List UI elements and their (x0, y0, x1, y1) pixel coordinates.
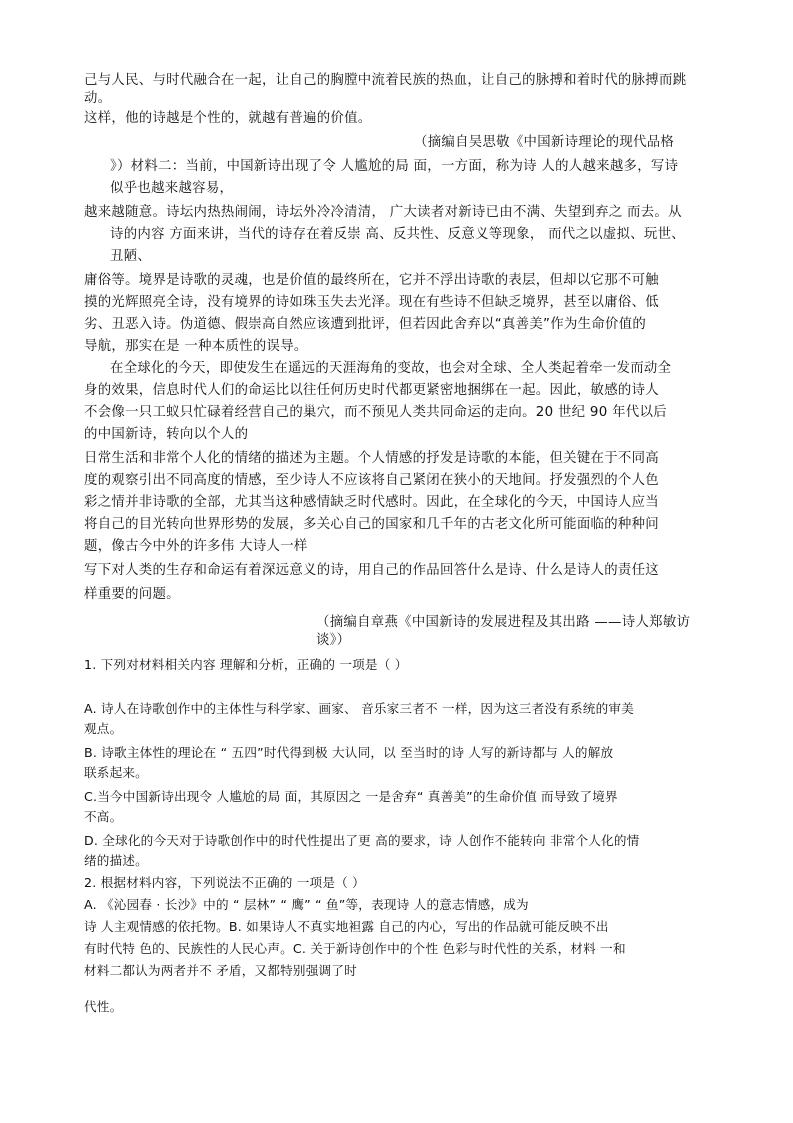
question-1-option-c: 不高。 (84, 809, 123, 824)
passage-line: 己与人民、与时代融合在一起，让自己的胸膛中流着民族的热血，让自己的脉搏和着时代的脉搏而跳 (84, 73, 687, 88)
question-1-stem: 1. 下列对材料相关内容 理解和分析，正确的 一项是（ ） (84, 657, 408, 672)
passage-line: 导航，那实在是 一种本质性的误导。 (84, 339, 308, 354)
passage-line: 诗的内容 方面来讲，当代的诗存在着反崇 高、反共性、反意义等现象， 而代之以虚拟、玩世、 (110, 227, 685, 242)
passage-line: 摸的光辉照亮全诗，没有境界的诗如珠玉失去光泽。现在有些诗不但缺乏境界，甚至以庸俗、低 (84, 295, 660, 310)
passage-line: 似乎也越来越容易， (110, 181, 234, 196)
passage-line: 劣、丑恶入诗。伪道德、假崇高自然应该遭到批评，但若因此舍弃以“真善美”作为生命价值的 (84, 317, 647, 332)
question-1-option-b: B. 诗歌主体性的理论在 “ 五四”时代得到极 大认同，以 至当时的诗 人写的新诗都与 人的解放 (84, 745, 614, 760)
question-2-options: 材料二都认为两者并不 矛盾，又都特别强调了时 (84, 963, 357, 978)
passage-line: 越来越随意。诗坛内热热闹闹，诗坛外冷冷清清， 广大读者对新诗已由不满、失望到弃之 而去。从 (84, 205, 682, 220)
question-1-option-a: A. 诗人在诗歌创作中的主体性与科学家、画家、 音乐家三者不 一样，因为这三者没有系统的审美 (84, 701, 634, 716)
question-2-options: 代性。 (84, 999, 123, 1014)
passage-line: 》）材料二：当前，中国新诗出现了令 人尴尬的局 面，一方面，称为诗 人的人越来越多，写诗 (110, 159, 679, 174)
passage-line: 的中国新诗，转向以个人的 (84, 427, 249, 442)
source-citation: （摘编自章燕《中国新诗的发展进程及其出路 ——诗人郑敏访 (316, 615, 691, 630)
question-1-option-c: C.当今中国新诗出现令 人尴尬的局 面，其原因之 一是舍弃“ 真善美”的生命价值 而导致了境界 (84, 789, 618, 804)
passage-line: 庸俗等。境界是诗歌的灵魂，也是价值的最终所在，它并不浮出诗歌的表层，但却以它那不可触 (84, 273, 660, 288)
source-citation: 谈》） (316, 633, 351, 648)
question-1-option-b: 联系起来。 (84, 765, 148, 780)
question-2-options: 有时代特 色的、民族性的人民心声。C. 关于新诗创作中的个性 色彩与时代性的关系，材料 一和 (84, 941, 626, 956)
passage-line: 度的观察引出不同高度的情感，至少诗人不应该将自己紧闭在狭小的天地间。抒发强烈的个人色 (84, 473, 660, 488)
passage-line: 这样，他的诗越是个性的，就越有普遍的价值。 (84, 111, 372, 126)
passage-line: 在全球化的今天，即使发生在遥远的天涯海角的变故，也会对全球、全人类起着牵一发而动全 (110, 361, 672, 376)
passage-line: 动。 (84, 91, 112, 106)
passage-line: 将自己的目光转向世界形势的发展，多关心自己的国家和几千年的古老文化所可能面临的种种问 (84, 517, 660, 532)
passage-line: 丑陋、 (110, 249, 152, 264)
passage-line: 日常生活和非常个人化的情绪的描述为主题。个人情感的抒发是诗歌的本能，但关键在于不同高 (84, 451, 660, 466)
question-1-option-d: D. 全球化的今天对于诗歌创作中的时代性提出了更 高的要求，诗 人创作不能转向 非常个人化的情 (84, 833, 640, 848)
question-2-options: 诗 人主观情感的依托物。B. 如果诗人不真实地袒露 自己的内心，写出的作品就可能反映不出 (84, 919, 609, 934)
source-citation: （摘编自吴思敬《中国新诗理论的现代品格 (414, 135, 675, 150)
question-1-option-d: 绪的描述。 (84, 853, 148, 868)
passage-line: 彩之情并非诗歌的全部，尤其当这种感情缺乏时代感时。因此，在全球化的今天，中国诗人应当 (84, 495, 660, 510)
question-2-options: A. 《沁园春 · 长沙》中的 “ 层林” “ 鹰” “ 鱼”等，表现诗 人的意志情感，成为 (84, 897, 529, 912)
passage-line: 身的效果，信息时代人们的命运比以往任何历史时代都更紧密地捆绑在一起。因此，敏感的诗人 (84, 383, 660, 398)
question-1-option-a: 观点。 (84, 721, 123, 736)
passage-line: 不会像一只工蚁只忙碌着经营自己的巢穴，而不预见人类共同命运的走向。20 世纪 90 年代以后 (84, 405, 667, 420)
question-2-stem: 2. 根据材料内容，下列说法不正确的 一项是（ ） (84, 875, 365, 890)
passage-line: 样重要的问题。 (84, 587, 180, 602)
passage-line: 写下对人类的生存和命运有着深远意义的诗，用自己的作品回答什么是诗、什么是诗人的责任这 (84, 563, 660, 578)
passage-line: 题，像古今中外的许多伟 大诗人一样 (84, 539, 308, 554)
